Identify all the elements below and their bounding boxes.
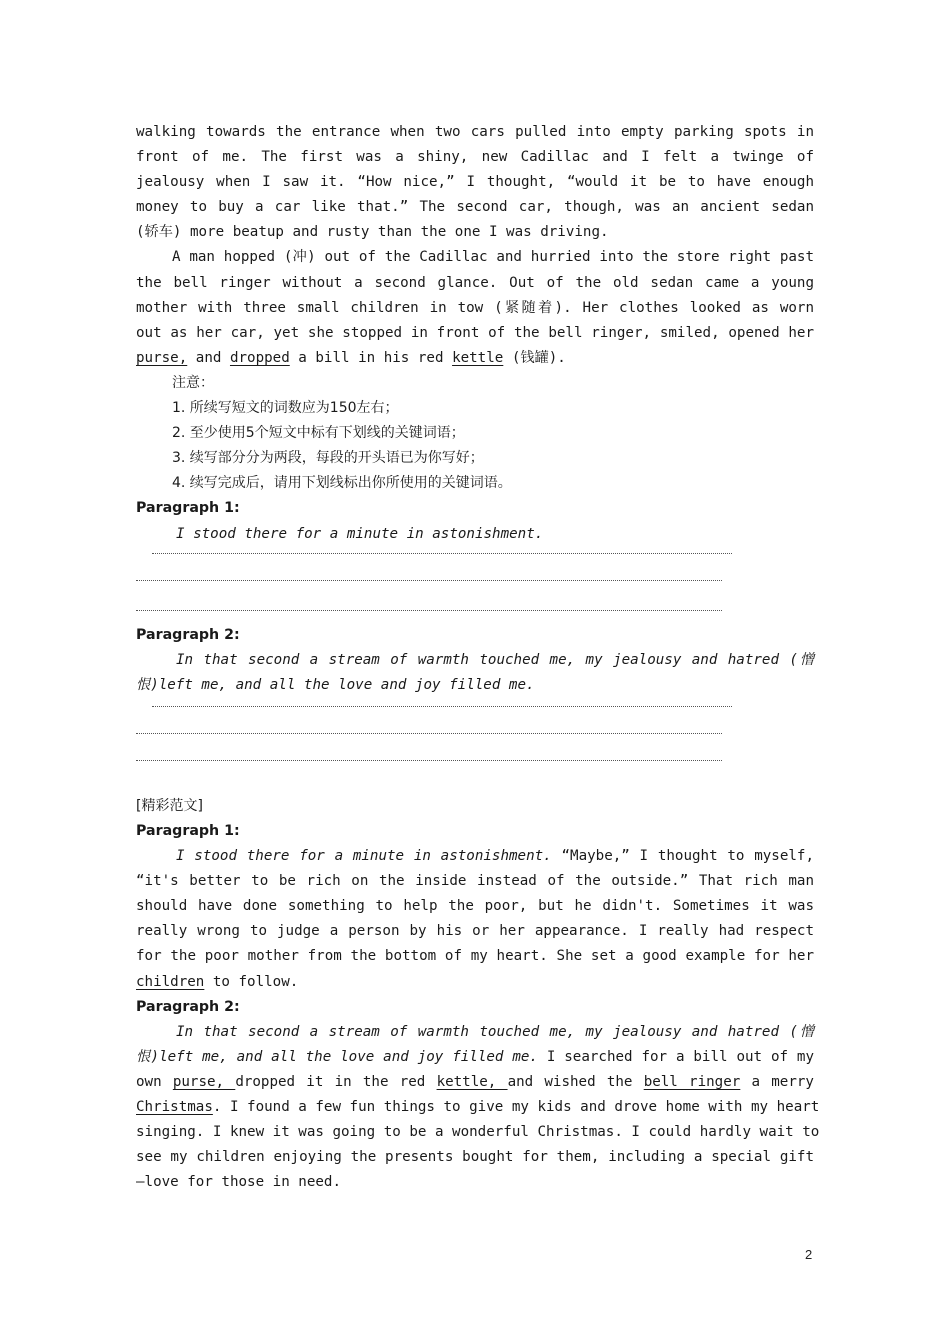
note-item: 3. 续写部分分为两段，每段的开头语已为你写好； (172, 450, 484, 467)
story-line: money to buy a car like that.” The second car, though, was an ancient sedan (136, 199, 814, 216)
task-paragraph-1-label: Paragraph 1: (136, 500, 240, 517)
text-run: dropped it in the red (235, 1073, 437, 1090)
text-run: a bill in his red (289, 349, 453, 366)
story-line: mother with three small children in tow (紧随着). Her clothes looked as worn (136, 299, 814, 316)
story-line: jealousy when I saw it. “How nice,” I thought, “would it be to have enough (136, 174, 814, 191)
writing-line[interactable] (152, 706, 732, 707)
text-run: and (187, 349, 230, 366)
keyword-bell-ringer: bell ringer (643, 1073, 741, 1090)
text-run: I searched for a bill out of my (537, 1048, 814, 1065)
story-line (136, 346, 814, 371)
writing-line[interactable] (152, 553, 732, 554)
sample-line (136, 1070, 814, 1095)
sample-line: singing. I knew it was going to be a wonderful Christmas. I could hardly wait to (136, 1124, 820, 1141)
sample-line: In that second a stream of warmth touched me, my jealousy and hatred (憎 (176, 1023, 814, 1040)
sample-line: see my children enjoying the presents bought for them, including a special gift (136, 1149, 814, 1166)
text-run: . I found a few fun things to give my kids and drove home with my heart (212, 1099, 820, 1115)
sample-heading: [精彩范文] (136, 797, 203, 814)
story-line: the bell ringer without a second glance. Out of the old sedan came a young (136, 274, 814, 291)
story-line: walking towards the entrance when two cars pulled into empty parking spots in (136, 124, 814, 140)
sample-line (136, 844, 814, 869)
text-run: to follow. (204, 973, 299, 990)
sample-paragraph-1-label: Paragraph 1: (136, 822, 240, 839)
sample-line (136, 970, 814, 995)
keyword-purse: purse, (136, 349, 188, 366)
story-line: front of me. The first was a shiny, new Cadillac and I felt a twinge of (136, 149, 814, 166)
task-paragraph-2-opening: In that second a stream of warmth touched me, my jealousy and hatred (憎 (176, 651, 814, 668)
text-run: a merry (740, 1073, 814, 1090)
opening-sentence: I stood there for a minute in astonishment. (176, 848, 552, 865)
sample-line (136, 1045, 814, 1070)
story-line: (轿车) more beatup and rusty than the one I was driving. (136, 224, 609, 241)
sample-line: should have done something to help the poor, but he didn't. Sometimes it was (136, 898, 814, 915)
keyword-christmas: Christmas (136, 1099, 213, 1115)
keyword-kettle: kettle, (436, 1073, 508, 1090)
story-line: out as her car, yet she stopped in front of the bell ringer, smiled, opened her (136, 324, 814, 341)
sample-line (136, 1095, 820, 1120)
text-run: own (136, 1073, 173, 1090)
task-paragraph-2-opening: 恨)left me, and all the love and joy filled me. (136, 676, 535, 693)
writing-line[interactable] (136, 580, 722, 581)
opening-sentence: 恨)left me, and all the love and joy filled me. (136, 1048, 538, 1065)
keyword-kettle: kettle (452, 349, 504, 366)
writing-line[interactable] (136, 733, 722, 734)
keyword-dropped: dropped (229, 349, 290, 366)
story-line: A man hopped (冲) out of the Cadillac and hurried into the store right past (172, 249, 814, 266)
note-item: 1. 所续写短文的词数应为150左右； (172, 400, 399, 417)
sample-line: for the poor mother from the bottom of my heart. She set a good example for her (136, 948, 814, 965)
text-run: (钱罐). (503, 349, 566, 366)
task-paragraph-2-label: Paragraph 2: (136, 626, 240, 643)
sample-line: really wrong to judge a person by his or her appearance. I really had respect (136, 923, 814, 940)
sample-line: “it's better to be rich on the inside instead of the outside.” That rich man (136, 873, 814, 890)
task-paragraph-1-opening: I stood there for a minute in astonishment. (176, 525, 544, 542)
notes-title: 注意： (172, 374, 214, 391)
sample-paragraph-2-label: Paragraph 2: (136, 998, 240, 1015)
text-run: “Maybe,” I thought to myself, (551, 848, 815, 865)
keyword-children: children (136, 973, 205, 990)
note-item: 4. 续写完成后，请用下划线标出你所使用的关键词语。 (172, 475, 512, 492)
text-run: and wished the (507, 1073, 644, 1090)
note-item: 2. 至少使用5个短文中标有下划线的关键词语； (172, 425, 465, 442)
sample-line: —love for those in need. (136, 1174, 341, 1191)
document-page (136, 120, 820, 1195)
keyword-purse: purse, (172, 1073, 236, 1090)
page-number: 2 (805, 1247, 813, 1262)
